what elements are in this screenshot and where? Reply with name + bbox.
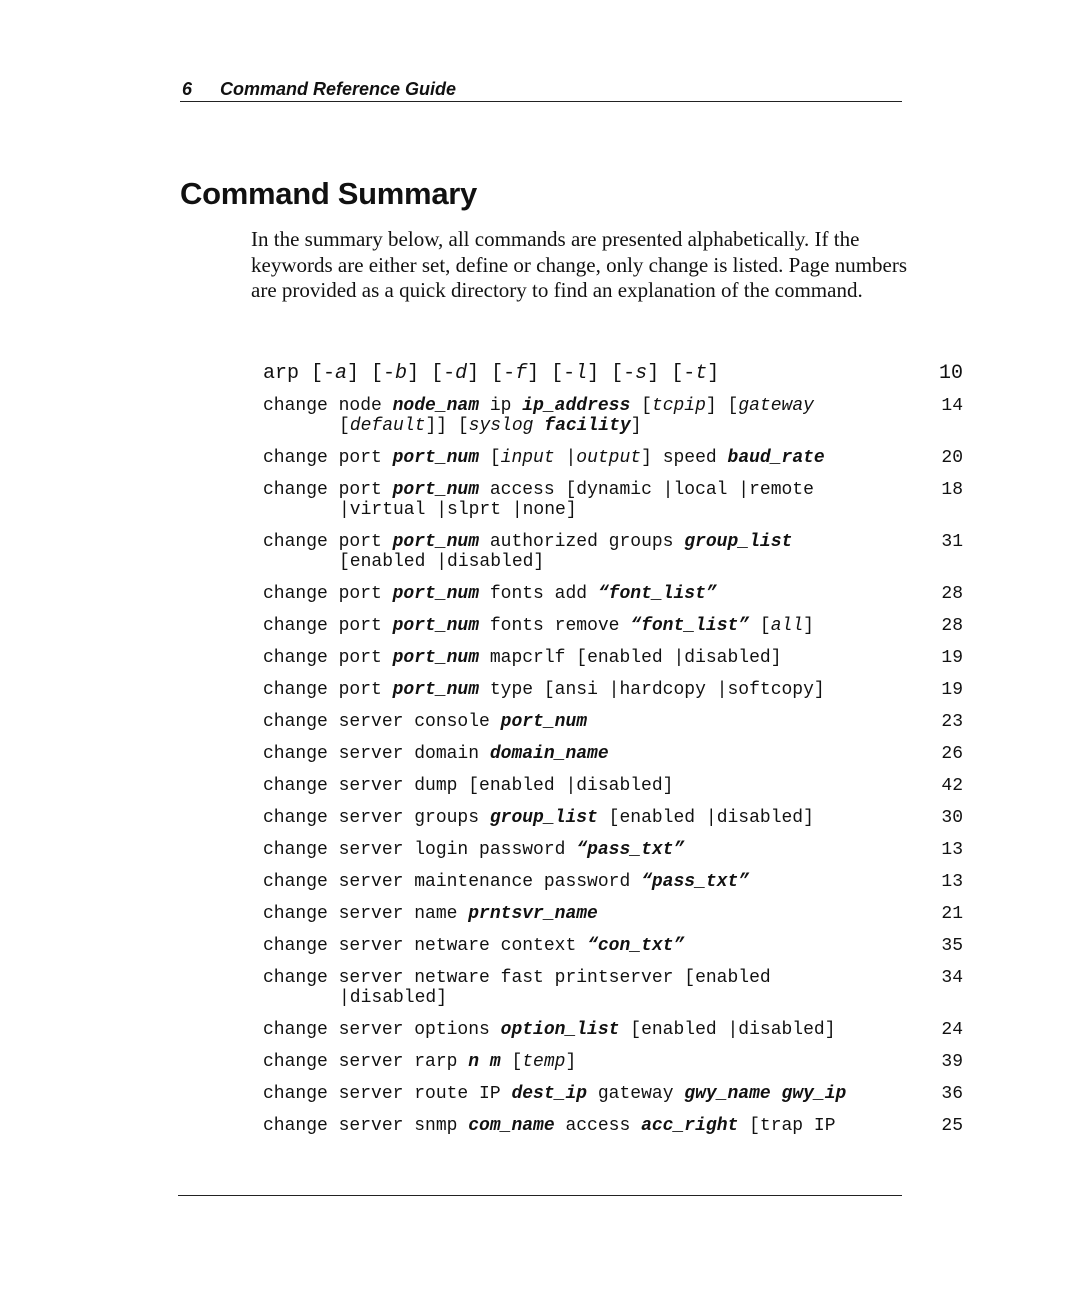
command-syntax xyxy=(263,396,903,416)
command-entry xyxy=(263,532,963,572)
command-keyword: [ xyxy=(479,448,501,468)
command-keyword: change port xyxy=(263,616,393,636)
command-option: all xyxy=(770,616,804,636)
page-reference: 39 xyxy=(941,1052,963,1072)
command-keyword: ] xyxy=(707,362,720,385)
command-keyword: [ xyxy=(630,396,652,416)
command-entry xyxy=(263,1116,963,1136)
command-syntax-continued xyxy=(263,416,979,436)
page-reference: 19 xyxy=(941,648,963,668)
command-parameter: option_list xyxy=(500,1020,620,1040)
page-reference: 28 xyxy=(941,584,963,604)
command-entry xyxy=(263,904,963,924)
running-header xyxy=(180,79,902,102)
command-keyword: change server groups xyxy=(263,808,490,828)
command-option: l xyxy=(575,362,588,385)
command-syntax xyxy=(263,1020,903,1040)
command-entry xyxy=(263,968,963,1008)
command-entry xyxy=(263,1052,963,1072)
command-keyword: change server dump [enabled |disabled] xyxy=(263,776,674,796)
command-parameter: port_num xyxy=(392,648,480,668)
command-syntax-continued xyxy=(263,500,979,520)
command-keyword: arp [- xyxy=(263,362,336,385)
command-keyword: authorized groups xyxy=(479,532,685,552)
command-parameter: node_nam xyxy=(392,396,480,416)
page-reference: 13 xyxy=(941,872,963,892)
command-parameter: group_list xyxy=(684,532,793,552)
command-keyword: change port xyxy=(263,680,393,700)
command-syntax xyxy=(263,1084,903,1104)
command-keyword: change server console xyxy=(263,712,501,732)
command-keyword: change server login password xyxy=(263,840,577,860)
command-keyword: change server snmp xyxy=(263,1116,469,1136)
command-keyword: change server maintenance password xyxy=(263,872,642,892)
command-parameter: facility xyxy=(544,416,631,436)
command-syntax xyxy=(263,744,903,764)
command-entry xyxy=(263,1084,963,1104)
command-keyword: type [ansi |hardcopy |softcopy] xyxy=(479,680,825,700)
command-option: input xyxy=(500,448,555,468)
command-keyword: |virtual |slprt |none] xyxy=(339,500,577,520)
command-keyword: change server netware fast printserver [enabled xyxy=(263,968,771,988)
page-reference: 13 xyxy=(941,840,963,860)
section-title: Command Summary xyxy=(180,176,477,211)
command-parameter: acc_right xyxy=(641,1116,739,1136)
command-keyword: change port xyxy=(263,448,393,468)
command-option: tcpip xyxy=(651,396,706,416)
command-keyword: ] [- xyxy=(467,362,516,385)
command-keyword: access xyxy=(554,1116,642,1136)
command-syntax xyxy=(263,840,903,860)
command-parameter: port_num xyxy=(392,532,480,552)
command-option: t xyxy=(695,362,708,385)
command-entry xyxy=(263,744,963,764)
page-reference: 34 xyxy=(941,968,963,988)
page-reference: 36 xyxy=(941,1084,963,1104)
command-parameter: domain_name xyxy=(489,744,609,764)
command-syntax xyxy=(263,448,903,468)
command-keyword: change port xyxy=(263,584,393,604)
command-syntax xyxy=(263,936,903,956)
command-keyword: [ xyxy=(749,616,771,636)
command-parameter: dest_ip xyxy=(511,1084,588,1104)
command-entry xyxy=(263,396,963,436)
command-syntax xyxy=(263,480,903,500)
command-keyword: change server netware context xyxy=(263,936,588,956)
command-entry xyxy=(263,616,963,636)
header-title: Command Reference Guide xyxy=(220,79,457,99)
page-reference: 42 xyxy=(941,776,963,796)
command-syntax xyxy=(263,712,903,732)
command-entry xyxy=(263,776,963,796)
command-keyword: ] [- xyxy=(647,362,696,385)
command-keyword: change port xyxy=(263,532,393,552)
command-keyword: ] [ xyxy=(705,396,739,416)
page-reference: 28 xyxy=(941,616,963,636)
command-option: b xyxy=(395,362,408,385)
command-syntax xyxy=(263,776,903,796)
page-reference: 23 xyxy=(941,712,963,732)
command-entry xyxy=(263,584,963,604)
command-parameter: port_num xyxy=(392,584,480,604)
page-reference: 35 xyxy=(941,936,963,956)
command-parameter: ip_address xyxy=(522,396,631,416)
intro-paragraph: In the summary below, all commands are presented alphabetically. If the keywords are either set, define or change, only change is listed. Page numbers are provided as a quick directory to find an explanation of the command. xyxy=(251,227,908,302)
command-parameter: “font_list” xyxy=(597,584,717,604)
command-option: d xyxy=(455,362,468,385)
command-syntax xyxy=(263,680,903,700)
command-syntax xyxy=(263,808,903,828)
command-entry xyxy=(263,808,963,828)
command-keyword: [enabled |disabled] xyxy=(619,1020,836,1040)
command-parameter: com_name xyxy=(468,1116,555,1136)
command-parameter: port_num xyxy=(392,680,480,700)
page-reference: 25 xyxy=(941,1116,963,1136)
page-reference: 26 xyxy=(941,744,963,764)
page-reference: 24 xyxy=(941,1020,963,1040)
command-keyword: change server options xyxy=(263,1020,501,1040)
command-keyword: ] xyxy=(630,416,642,436)
command-entry xyxy=(263,872,963,892)
command-parameter: group_list xyxy=(489,808,598,828)
command-parameter: gwy_name gwy_ip xyxy=(684,1084,847,1104)
command-keyword: change server name xyxy=(263,904,469,924)
command-parameter: “font_list” xyxy=(630,616,750,636)
command-keyword: [enabled |disabled] xyxy=(597,808,814,828)
command-keyword: [trap IP xyxy=(738,1116,836,1136)
command-syntax xyxy=(263,904,903,924)
command-entry xyxy=(263,448,963,468)
command-keyword: fonts remove xyxy=(479,616,631,636)
command-syntax xyxy=(263,872,903,892)
command-keyword: change node xyxy=(263,396,393,416)
command-option: gateway xyxy=(738,396,814,416)
command-syntax xyxy=(263,584,903,604)
command-entry xyxy=(263,840,963,860)
command-syntax xyxy=(263,616,903,636)
command-keyword: access [dynamic |local |remote xyxy=(479,480,814,500)
page-reference: 21 xyxy=(941,904,963,924)
command-keyword: change server rarp xyxy=(263,1052,469,1072)
command-syntax xyxy=(263,648,903,668)
command-keyword: ip xyxy=(479,396,523,416)
page-reference: 19 xyxy=(941,680,963,700)
command-keyword: change server domain xyxy=(263,744,490,764)
command-parameter: baud_rate xyxy=(727,448,825,468)
command-option: default xyxy=(349,416,426,436)
command-keyword: ] speed xyxy=(641,448,728,468)
page-reference: 30 xyxy=(941,808,963,828)
page-number: 6 xyxy=(182,79,193,99)
command-keyword: gateway xyxy=(587,1084,685,1104)
command-keyword: mapcrlf [enabled |disabled] xyxy=(479,648,782,668)
command-option: s xyxy=(635,362,648,385)
command-parameter: port_num xyxy=(392,448,480,468)
command-syntax xyxy=(263,1052,903,1072)
command-keyword: change port xyxy=(263,480,393,500)
command-entry xyxy=(263,364,963,384)
command-option: syslog xyxy=(468,416,545,436)
command-parameter: port_num xyxy=(392,480,480,500)
command-entry xyxy=(263,480,963,520)
command-parameter: port_num xyxy=(500,712,588,732)
command-syntax xyxy=(263,532,903,552)
command-option: temp xyxy=(522,1052,566,1072)
command-entry xyxy=(263,712,963,732)
page-reference: 10 xyxy=(938,362,963,385)
command-keyword: [ xyxy=(500,1052,523,1072)
command-keyword: ] [- xyxy=(347,362,396,385)
command-keyword: ] xyxy=(565,1052,577,1072)
command-keyword: ] xyxy=(803,616,814,636)
command-option: f xyxy=(515,362,528,385)
command-keyword: [enabled |disabled] xyxy=(339,552,545,572)
page-reference: 14 xyxy=(941,396,963,416)
command-keyword: | xyxy=(554,448,577,468)
footer-rule xyxy=(178,1195,902,1196)
command-keyword: fonts add xyxy=(479,584,598,604)
command-syntax xyxy=(263,968,903,988)
command-option: a xyxy=(335,362,348,385)
command-keyword: change server route IP xyxy=(263,1084,512,1104)
command-keyword: change port xyxy=(263,648,393,668)
command-entry xyxy=(263,680,963,700)
command-syntax-continued xyxy=(263,988,979,1008)
command-keyword: ] [- xyxy=(587,362,636,385)
page-reference: 20 xyxy=(941,448,963,468)
page-reference: 18 xyxy=(941,480,963,500)
command-keyword: |disabled] xyxy=(339,988,448,1008)
command-parameter: “pass_txt” xyxy=(576,840,685,860)
command-syntax-continued xyxy=(263,552,979,572)
command-parameter: prntsvr_name xyxy=(468,904,598,924)
command-keyword: ]] [ xyxy=(425,416,469,436)
command-keyword: ] [- xyxy=(407,362,456,385)
command-parameter: “pass_txt” xyxy=(641,872,750,892)
command-parameter: port_num xyxy=(392,616,480,636)
command-syntax xyxy=(263,364,903,384)
command-entry xyxy=(263,936,963,956)
page-reference: 31 xyxy=(941,532,963,552)
command-option: output xyxy=(576,448,642,468)
command-list xyxy=(263,364,963,1148)
command-entry xyxy=(263,648,963,668)
command-parameter: n m xyxy=(468,1052,501,1072)
command-keyword: ] [- xyxy=(527,362,576,385)
command-entry xyxy=(263,1020,963,1040)
command-keyword: [ xyxy=(339,416,350,436)
command-parameter: “con_txt” xyxy=(587,936,685,956)
command-syntax xyxy=(263,1116,903,1136)
